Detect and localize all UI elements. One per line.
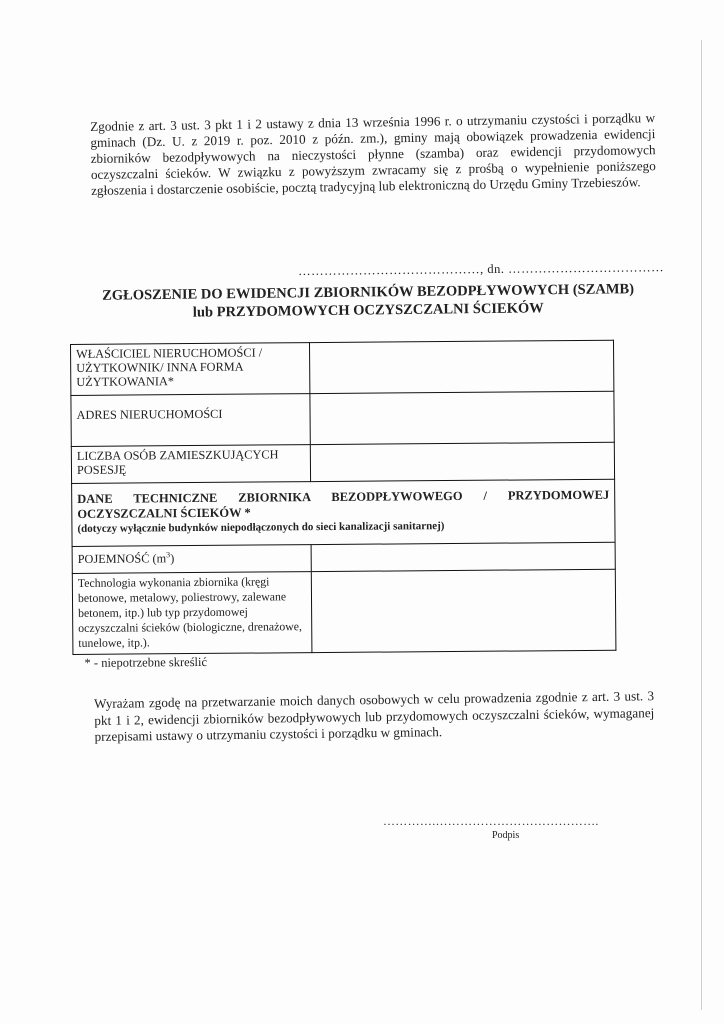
form-title-line-1: ZGŁOSZENIE DO EWIDENCJI ZBIORNIKÓW BEZODPŁYWOWYCH (SZAMB) — [102, 281, 635, 304]
persons-row — [71, 442, 614, 483]
persons-label: LICZBA OSÓB ZAMIESZKUJĄCYCH POSESJĘ — [71, 445, 310, 484]
registration-table — [70, 340, 616, 655]
address-label: ADRES NIERUCHOMOŚCI — [71, 394, 310, 447]
place-date-line[interactable]: ……………………………………, dn. ……………………………… — [298, 260, 665, 278]
signature-line[interactable]: ………….…………………………………. — [383, 814, 599, 828]
technology-field[interactable] — [311, 569, 616, 652]
capacity-label — [72, 545, 311, 574]
tech-section-title: DANE TECHNICZNE ZBIORNIKA BEZODPŁYWOWEGO / PRZYDOMOWEJ OCZYSZCZALNI ŚCIEKÓW * — [77, 487, 610, 521]
form-title-line-2: lub PRZYDOMOWYCH OCZYSZCZALNI ŚCIEKÓW — [192, 300, 544, 321]
capacity-unit-sup: 3 — [166, 550, 171, 560]
capacity-row — [72, 542, 615, 573]
footnote: * - niepotrzebne skreślić — [84, 654, 208, 670]
signature-label: Podpis — [492, 830, 520, 841]
address-field[interactable] — [310, 391, 614, 444]
owner-row — [71, 340, 614, 395]
technology-label: Technologia wykonania zbiornika (kręgi betonowe, metalowy, poliestrowy, zalewane betonem, itp.) lub typ przydomowej oczyszczalni ścieków (biologiczne, drenażowe, tunelowe, itp.). — [72, 572, 312, 655]
consent-paragraph: Wyrażam zgodę na przetwarzanie moich danych osobowych w celu prowadzenia zgodnie z art. 3 ust. 3 pkt 1 i 2, ewidencji zbiorników bezodpływowych lub przydomowych oczyszczalni ścieków, wymaganej przepisami ustawy o utrzymaniu czystości i porządku w gminach. — [94, 688, 655, 745]
tech-section-header — [72, 479, 615, 546]
intro-paragraph: Zgodnie z art. 3 ust. 3 pkt 1 i 2 ustawy z dnia 13 września 1996 r. o utrzymaniu czystości i porządku w gminach (Dz. U. z 2019 r. poz. 2010 z późn. zm.), gminy mają obowiązek prowadzenia ewidencji zbiorników bezodpływowych na nieczystości płynne (szamba) oraz ewidencji przydomowych oczyszczalni ścieków. W związku z powyższym zwracamy się z prośbą o wypełnienie poniższego zgłoszenia i dostarczenie osobiście, pocztą tradycyjną lub elektroniczną do Urzędu Gminy Trzebieszów. — [90, 110, 656, 199]
owner-label: WŁAŚCICIEL NIERUCHOMOŚCI / UŻYTKOWNIK/ INNA FORMA UŻYTKOWANIA* — [71, 343, 310, 396]
persons-field[interactable] — [310, 442, 614, 481]
address-row — [71, 391, 614, 446]
form-title — [78, 280, 658, 323]
owner-field[interactable] — [309, 340, 613, 393]
tech-section-note: (dotyczy wyłącznie budynków niepodłączonych do sieci kanalizacji sanitarnej) — [77, 520, 445, 535]
registration-form — [70, 340, 617, 671]
capacity-label-close: ) — [170, 551, 175, 566]
tech-section-row — [72, 479, 615, 546]
scan-edge-line — [701, 40, 702, 1010]
capacity-field[interactable] — [311, 542, 615, 571]
technology-row — [72, 569, 616, 654]
capacity-label-text: POJEMNOŚĆ (m — [77, 551, 167, 567]
